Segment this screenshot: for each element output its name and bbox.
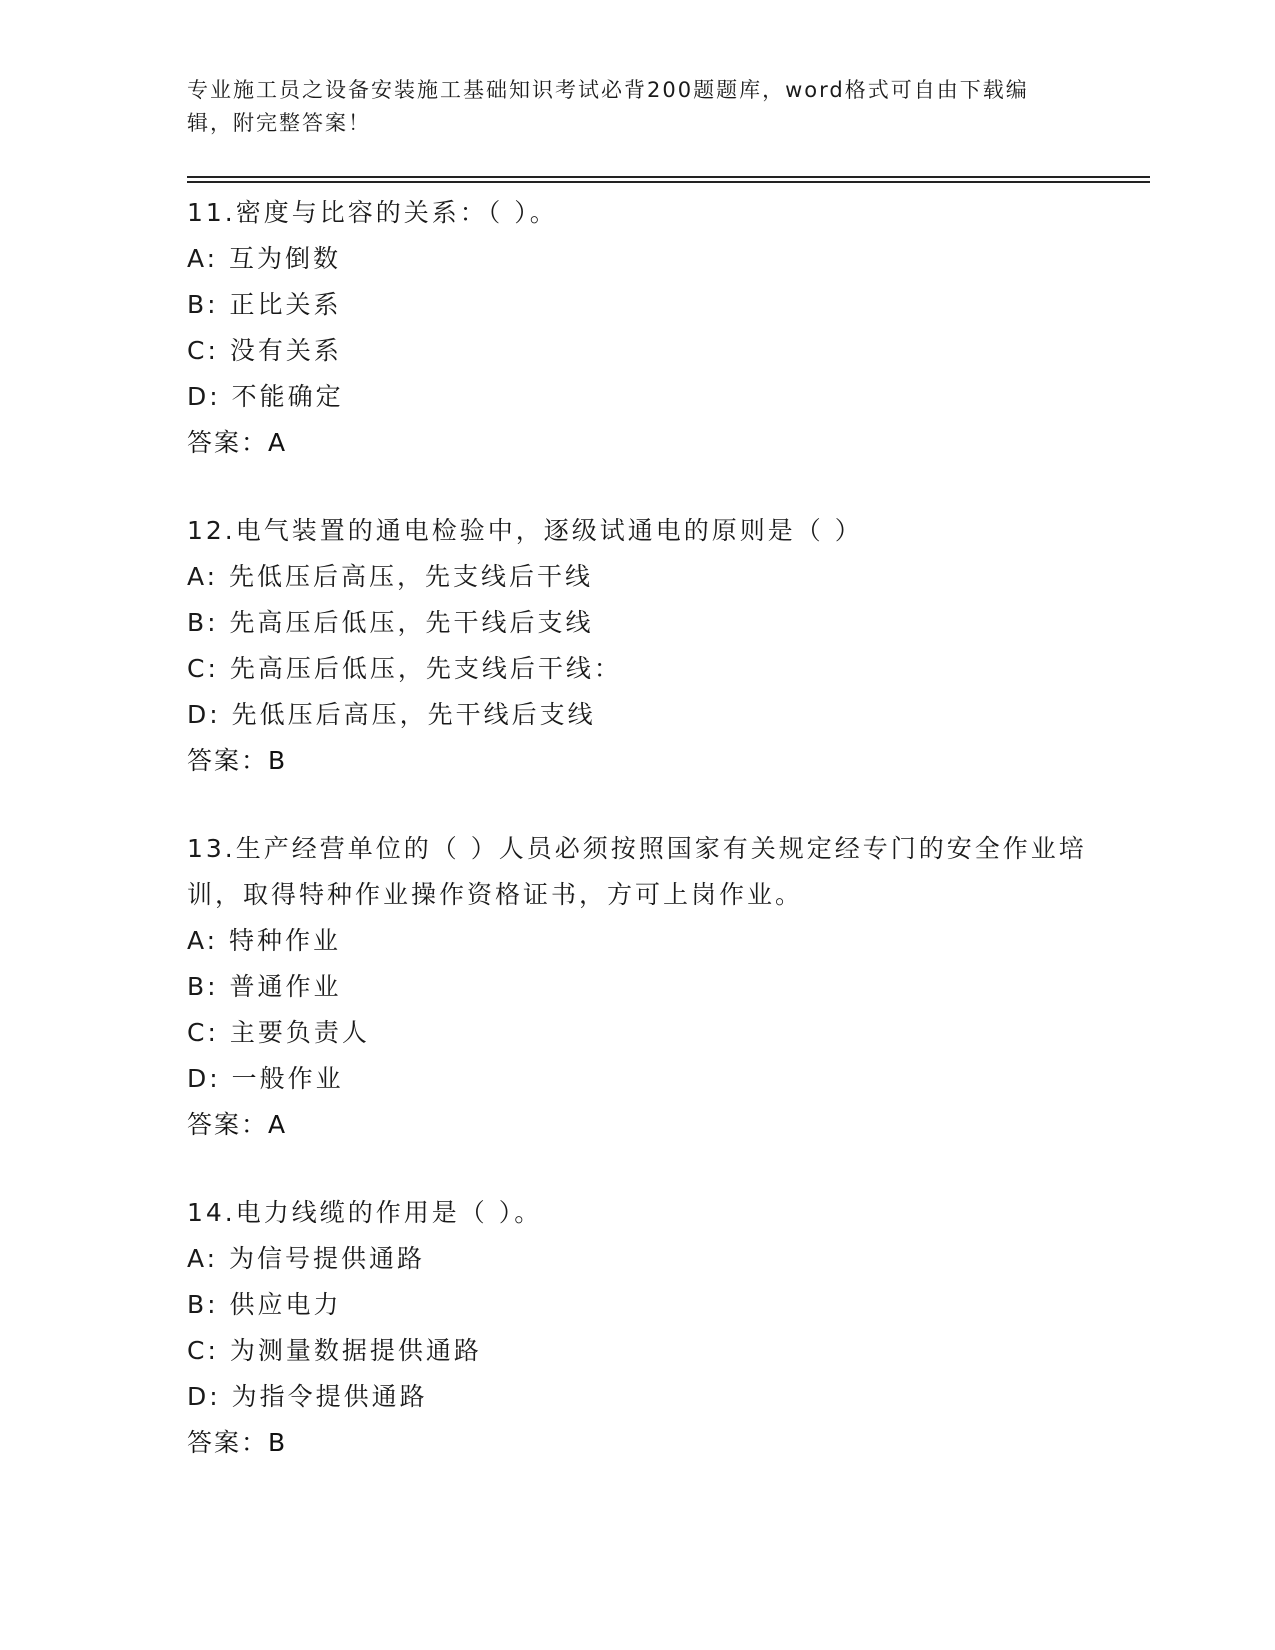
question-text: 生产经营单位的（ ）人员必须按照国家有关规定经专门的安全作业培训，取得特种作业操作资格证书，方可上岗作业。: [187, 834, 1087, 909]
option-label: C:: [187, 1336, 219, 1365]
question-stem: [187, 1190, 1087, 1236]
option-label: C:: [187, 1018, 219, 1047]
option-d: [187, 692, 1087, 738]
question-stem: [187, 508, 1087, 554]
option-label: D:: [187, 700, 221, 729]
question-text: 密度与比容的关系：（ ）。: [235, 198, 558, 227]
question-11: [187, 190, 1087, 466]
answer-label: 答案：: [187, 1110, 269, 1139]
option-label: A:: [187, 1244, 219, 1273]
question-text: 电力线缆的作用是（ ）。: [235, 1198, 543, 1227]
option-text: 普通作业: [229, 972, 342, 1001]
option-text: 先高压后低压，先支线后干线：: [229, 654, 622, 683]
option-text: 为测量数据提供通路: [229, 1336, 482, 1365]
option-text: 先低压后高压，先支线后干线: [229, 562, 594, 591]
document-header: 专业施工员之设备安装施工基础知识考试必背200题题库，word格式可自由下载编辑，附完整答案！: [187, 78, 1029, 135]
option-label: A:: [187, 926, 219, 955]
question-12: [187, 508, 1087, 784]
question-number: 14.: [187, 1198, 236, 1227]
question-stem: [187, 190, 1087, 236]
header-divider-top: [187, 176, 1150, 178]
header-divider-bottom: [187, 181, 1150, 183]
option-text: 正比关系: [229, 290, 342, 319]
option-b: [187, 1282, 1087, 1328]
option-text: 不能确定: [231, 382, 344, 411]
question-13: [187, 826, 1087, 1148]
option-label: C:: [187, 654, 219, 683]
option-d: [187, 374, 1087, 420]
option-text: 先低压后高压，先干线后支线: [231, 700, 596, 729]
question-number: 13.: [187, 834, 236, 863]
option-a: [187, 1236, 1087, 1282]
answer-line: [187, 1102, 1087, 1148]
question-stem: [187, 826, 1087, 918]
option-b: [187, 282, 1087, 328]
option-label: A:: [187, 562, 219, 591]
answer-value: A: [268, 428, 288, 457]
option-text: 供应电力: [229, 1290, 342, 1319]
option-b: [187, 964, 1087, 1010]
option-text: 主要负责人: [229, 1018, 370, 1047]
answer-value: B: [268, 746, 288, 775]
option-a: [187, 554, 1087, 600]
answer-line: [187, 1420, 1087, 1466]
option-d: [187, 1056, 1087, 1102]
option-label: D:: [187, 382, 221, 411]
option-a: [187, 918, 1087, 964]
answer-value: B: [268, 1428, 288, 1457]
question-14: [187, 1190, 1087, 1466]
option-text: 先高压后低压，先干线后支线: [229, 608, 594, 637]
option-label: B:: [187, 290, 219, 319]
option-c: [187, 1010, 1087, 1056]
option-label: A:: [187, 244, 219, 273]
option-label: B:: [187, 608, 219, 637]
answer-line: [187, 738, 1087, 784]
option-label: D:: [187, 1064, 221, 1093]
answer-label: 答案：: [187, 746, 269, 775]
option-label: B:: [187, 1290, 219, 1319]
option-label: C:: [187, 336, 219, 365]
option-c: [187, 646, 1087, 692]
option-a: [187, 236, 1087, 282]
option-text: 为指令提供通路: [231, 1382, 428, 1411]
answer-label: 答案：: [187, 428, 269, 457]
question-number: 12.: [187, 516, 236, 545]
question-number: 11.: [187, 198, 236, 227]
answer-value: A: [268, 1110, 288, 1139]
option-label: D:: [187, 1382, 221, 1411]
question-list: [187, 190, 1087, 1508]
option-c: [187, 1328, 1087, 1374]
option-text: 为信号提供通路: [229, 1244, 426, 1273]
question-text: 电气装置的通电检验中，逐级试通电的原则是（ ）: [235, 516, 863, 545]
option-c: [187, 328, 1087, 374]
option-text: 特种作业: [229, 926, 342, 955]
option-text: 一般作业: [231, 1064, 344, 1093]
option-d: [187, 1374, 1087, 1420]
answer-label: 答案：: [187, 1428, 269, 1457]
answer-line: [187, 420, 1087, 466]
option-text: 互为倒数: [229, 244, 342, 273]
option-text: 没有关系: [229, 336, 342, 365]
option-label: B:: [187, 972, 219, 1001]
option-b: [187, 600, 1087, 646]
